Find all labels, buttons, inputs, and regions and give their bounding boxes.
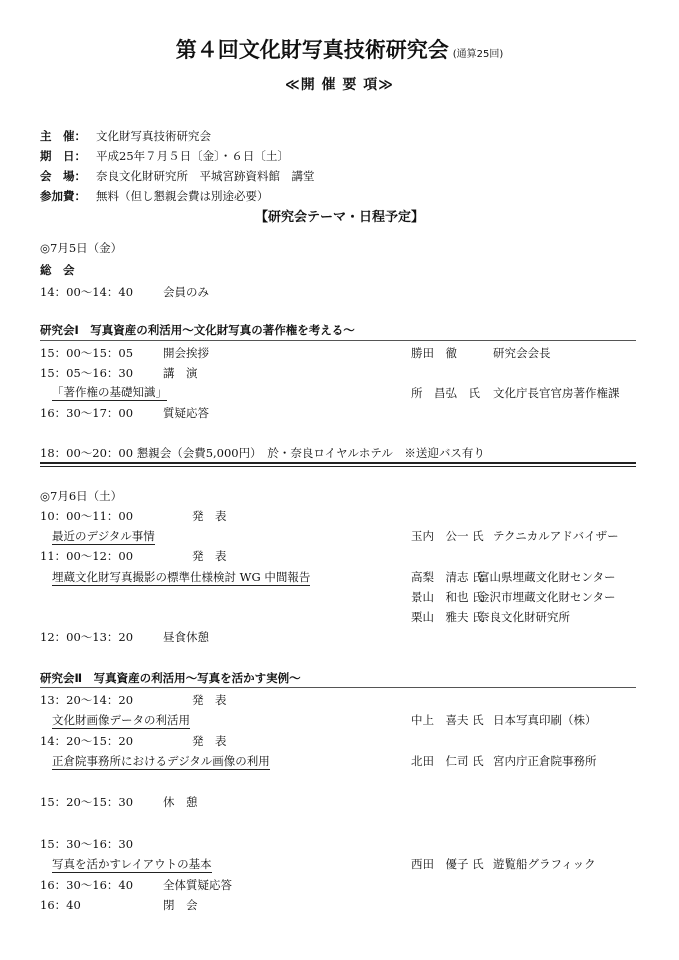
speaker-affiliation: 宮内庁正倉院事務所 xyxy=(493,754,597,768)
speaker-affiliation: 文化庁長官官房著作権課 xyxy=(493,386,620,400)
schedule-activity: 質疑応答 xyxy=(163,406,209,420)
speaker-affiliation: 遊覧船グラフィック xyxy=(493,857,596,871)
info-label-venue: 会 場： xyxy=(40,169,86,183)
presentation-topic: 写真を活かすレイアウトの基本 xyxy=(52,857,212,871)
page-subtitle: ≪開 催 要 項≫ xyxy=(285,77,394,93)
schedule-time: 16：30〜17：00 xyxy=(40,406,134,420)
schedule-time: 16：30〜16：40 xyxy=(40,878,134,892)
schedule-activity: 発 表 xyxy=(192,734,227,748)
schedule-time: 14：20〜15：20 xyxy=(40,734,134,748)
info-label-organizer: 主 催： xyxy=(40,129,86,143)
session2-divider xyxy=(40,687,636,688)
general-meeting-heading: 総 会 xyxy=(40,263,75,277)
schedule-time: 12：00〜13：20 xyxy=(40,630,134,644)
presentation-topic: 文化財画像データの利活用 xyxy=(52,713,190,727)
schedule-time: 13：20〜14：20 xyxy=(40,693,134,707)
schedule-activity: 発 表 xyxy=(192,509,227,523)
page-title xyxy=(0,34,679,64)
schedule-activity: 発 表 xyxy=(192,693,227,707)
day1-date: ◎7月5日（金） xyxy=(40,241,123,255)
schedule-time: 11：00〜12：00 xyxy=(40,549,134,563)
speaker-name: 景山 和也 氏 xyxy=(411,590,484,604)
party-info: 18：00〜20：00 懇親会（会費5,000円） 於・奈良ロイヤルホテル ※送迎バス有り xyxy=(40,446,485,460)
day-divider xyxy=(40,462,636,467)
general-meeting-activity: 会員のみ xyxy=(163,285,209,299)
speaker-affiliation: 富山県埋蔵文化財センター xyxy=(478,570,616,584)
schedule-time: 15：00〜15：05 xyxy=(40,346,134,360)
info-value-organizer: 文化財写真技術研究会 xyxy=(96,129,211,143)
session1-title: 研究会Ⅰ 写真資産の利活用〜文化財写真の著作権を考える〜 xyxy=(40,323,355,337)
presentation-topic: 正倉院事務所におけるデジタル画像の利用 xyxy=(52,754,270,768)
schedule-activity: 全体質疑応答 xyxy=(163,878,232,892)
speaker-affiliation: 金沢市埋蔵文化財センター xyxy=(478,590,616,604)
theme-heading: 【研究会テーマ・日程予定】 xyxy=(254,210,424,225)
info-value-fee: 無料（但し懇親会費は別途必要） xyxy=(96,189,269,203)
schedule-activity: 休 憩 xyxy=(163,795,198,809)
schedule-time: 16：40 xyxy=(40,898,81,912)
speaker-name: 所 昌弘 氏 xyxy=(411,386,480,400)
speaker-name: 西田 優子 氏 xyxy=(411,857,484,871)
lecture-topic: 「著作権の基礎知識」 xyxy=(52,385,167,399)
speaker-name: 中上 喜夫 氏 xyxy=(411,713,484,727)
day2-date: ◎7月6日（土） xyxy=(40,489,123,503)
speaker-affiliation: 研究会会長 xyxy=(493,346,551,360)
speaker-affiliation: テクニカルアドバイザー xyxy=(493,529,619,543)
info-label-date: 期 日： xyxy=(40,149,86,163)
session2-title: 研究会Ⅱ 写真資産の利活用〜写真を活かす実例〜 xyxy=(40,671,301,685)
session1-divider xyxy=(40,340,636,341)
schedule-time: 15：05〜16：30 xyxy=(40,366,134,380)
presentation-topic: 最近のデジタル事情 xyxy=(52,529,155,543)
speaker-name: 高梨 清志 氏 xyxy=(411,570,484,584)
schedule-activity: 閉 会 xyxy=(163,898,198,912)
speaker-name: 栗山 雅夫 氏 xyxy=(411,610,484,624)
schedule-activity: 開会挨拶 xyxy=(163,346,209,360)
speaker-name: 勝田 徹 xyxy=(411,346,457,360)
general-meeting-time: 14：00〜14：40 xyxy=(40,285,134,299)
schedule-activity: 講 演 xyxy=(163,366,198,380)
speaker-affiliation: 日本写真印刷（株） xyxy=(493,713,597,727)
info-value-venue: 奈良文化財研究所 平城宮跡資料館 講堂 xyxy=(96,169,315,183)
presentation-topic: 埋蔵文化財写真撮影の標準仕様検討 WG 中間報告 xyxy=(52,570,311,584)
info-value-date: 平成25年７月５日〔金〕・６日〔土〕 xyxy=(96,149,289,163)
speaker-name: 北田 仁司 氏 xyxy=(411,754,484,768)
schedule-time: 10：00〜11：00 xyxy=(40,509,134,523)
info-label-fee: 参加費： xyxy=(40,189,86,203)
schedule-activity: 昼食休憩 xyxy=(163,630,209,644)
schedule-time: 15：30〜16：30 xyxy=(40,837,134,851)
schedule-activity: 発 表 xyxy=(192,549,227,563)
title-text: 第４回文化財写真技術研究会 xyxy=(175,38,449,62)
title-note: (通算25回) xyxy=(452,49,504,60)
schedule-time: 15：20〜15：30 xyxy=(40,795,134,809)
speaker-affiliation: 奈良文化財研究所 xyxy=(478,610,570,624)
speaker-name: 玉内 公一 氏 xyxy=(411,529,484,543)
